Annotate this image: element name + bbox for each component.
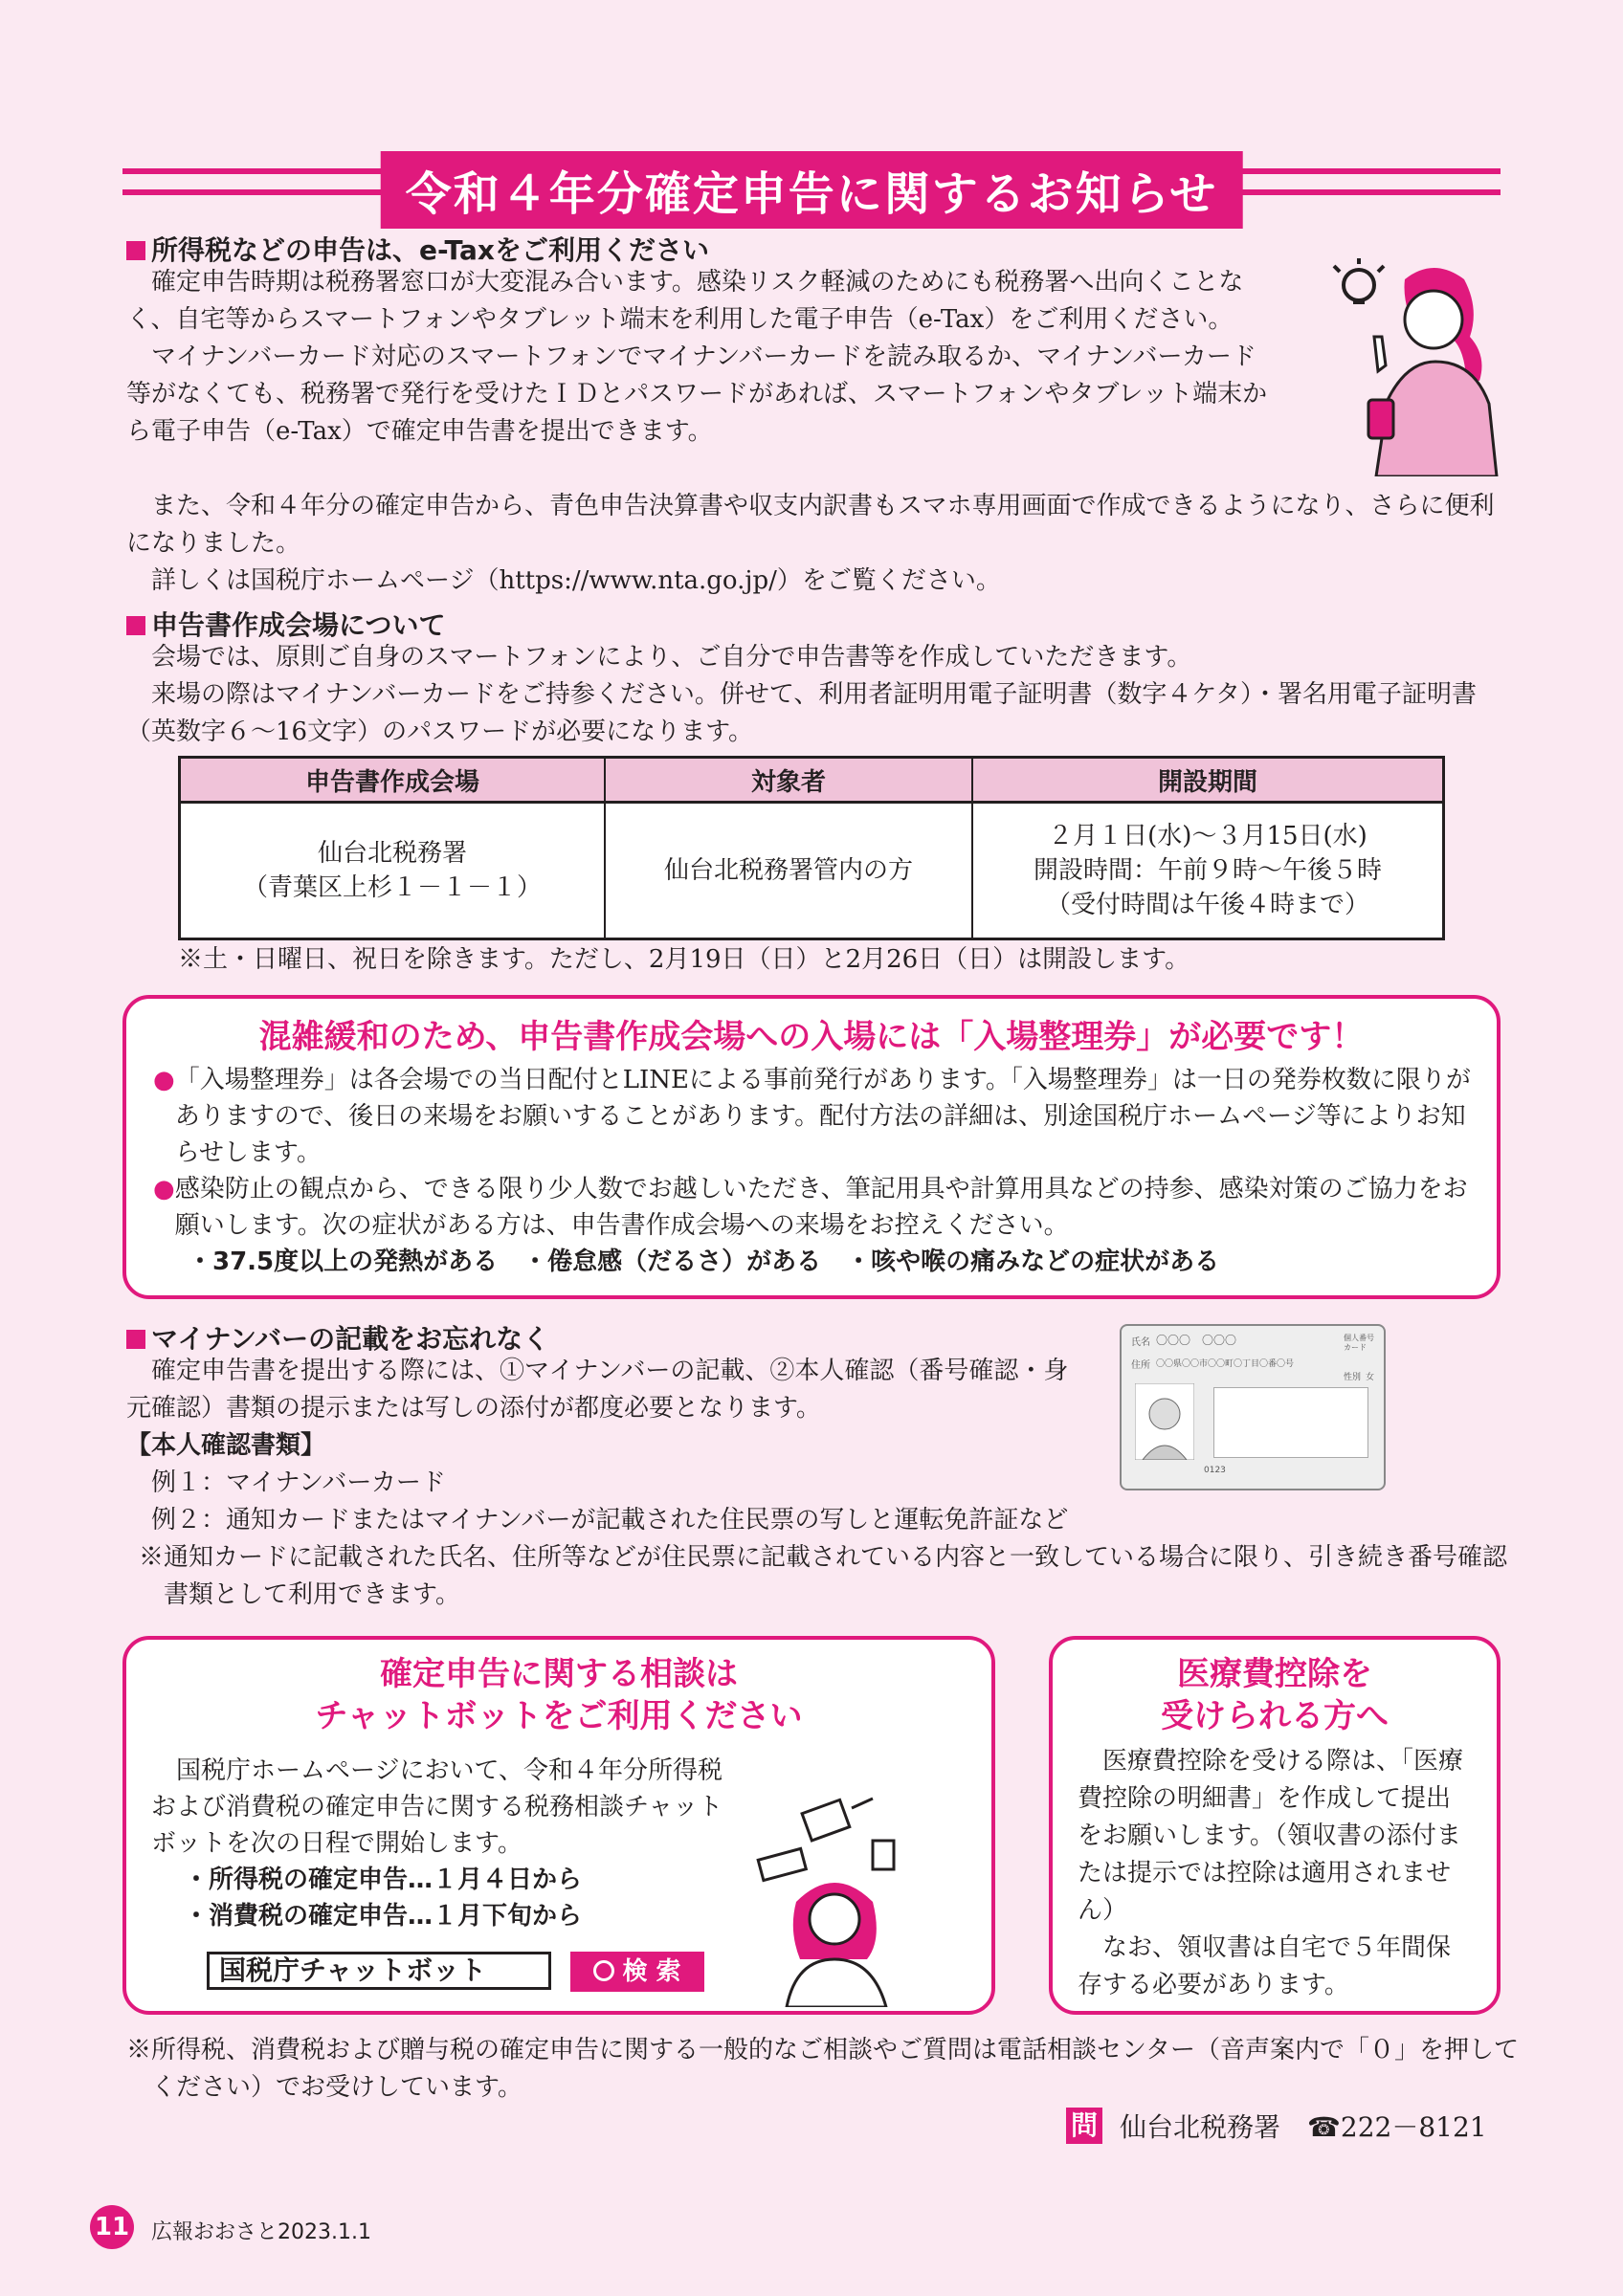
etax-p1: 確定申告時期は税務署窓口が大変混み合います。感染リスク軽減のためにも税務署へ出向くことなく、自宅等からスマートフォンやタブレット端末を利用した電子申告（e-Tax）をご利用ください。 (126, 268, 1244, 334)
col-header-target: 対象者 (605, 758, 972, 803)
chatbot-p1: 国税庁ホームページにおいて、令和４年分所得税および消費税の確定申告に関する税務相談チャットボットを次の日程で開始します。 (151, 1756, 723, 1858)
table-row (180, 803, 1444, 939)
etax-p4: 詳しくは国税庁ホームページ（https://www.nta.go.jp/）をご覧ください。 (151, 566, 1001, 595)
col-header-venue: 申告書作成会場 (180, 758, 606, 803)
page-number: 11 (90, 2205, 134, 2249)
chatbot-title-line1: 確定申告に関する相談は (380, 1655, 738, 1693)
period-dates: ２月１日(水)～３月15日(水) (1048, 822, 1367, 850)
contact-phone: ☎222－8121 (1307, 2111, 1487, 2143)
ticket-box-title: 混雑緩和のため、申告書作成会場への入場には「入場整理券」が必要です！ (258, 1018, 1365, 1056)
card-sex-value: 女 (1365, 1373, 1374, 1382)
mynumber-p1: 確定申告書を提出する際には、①マイナンバーの記載、②本人確認（番号確認・身元確認）書類の提示または写しの添付が都度必要となります。 (126, 1357, 1069, 1423)
col-header-period: 開設期間 (972, 758, 1444, 803)
page-title: 令和４年分確定申告に関するお知らせ (381, 151, 1243, 229)
etax-body-2 (126, 488, 1514, 600)
etax-p3: また、令和４年分の確定申告から、青色申告決算書や収支内訳書もスマホ専用画面で作成できるようになり、さらに便利になりました。 (126, 492, 1495, 558)
cell-target: 仙台北税務署管内の方 (605, 803, 972, 939)
cell-venue (180, 803, 606, 939)
search-icon (593, 1960, 614, 1981)
example-2: 例２：通知カードまたはマイナンバーが記載された住民票の写しと運転免許証など (151, 1506, 1069, 1534)
card-number: 0123 (1204, 1466, 1226, 1475)
card-sex-label: 性別 (1343, 1373, 1361, 1382)
medical-p2: なお、領収書は自宅で５年間保存する必要があります。 (1078, 1933, 1452, 1999)
ticket-bullet-1: ● 「入場整理券」は各会場での当日配付とLINEによる事前発行があります。「入場整理券」は一日の発券枚数に限りがありますので、後日の来場をお願いすることがあります。配付方法の詳細は、別途国税庁ホームページ等によりお知らせします。 (153, 1066, 1471, 1167)
search-button[interactable]: 検 索 (570, 1952, 704, 1992)
thinking-woman-illustration (739, 1797, 940, 2007)
bottom-note: ※所得税、消費税および贈与税の確定申告に関する一般的なご相談やご質問は電話相談センター（音声案内で「０」を押してください）でお受けしています。 (126, 2036, 1519, 2102)
contact-office: 仙台北税務署 (1120, 2111, 1281, 2143)
mynumber-body-2 (126, 1502, 1514, 1614)
etax-body (126, 264, 1275, 451)
venue-table (178, 756, 1445, 940)
example-1: 例１：マイナンバーカード (151, 1468, 446, 1497)
publication-name: 広報おおさと2023.1.1 (151, 2220, 371, 2244)
phone-icon (1368, 400, 1393, 438)
medical-p1: 医療費控除を受ける際は、「医療費控除の明細書」を作成して提出をお願いします。（領収書の添付または提示では控除は適用されません） (1078, 1747, 1464, 1925)
etax-p2: マイナンバーカード対応のスマートフォンでマイナンバーカードを読み取るか、マイナンバーカード等がなくても、税務署で発行を受けたＩＤとパスワードがあれば、スマートフォンやタブレット端末から電子申告（e-Tax）で確定申告書を提出できます。 (126, 342, 1268, 446)
venue-note: ※土・日曜日、祝日を除きます。ただし、2月19日（日）と2月26日（日）は開設します。 (178, 945, 1190, 974)
cell-period (972, 803, 1444, 939)
venue-p1: 会場では、原則ご自身のスマートフォンにより、ご自分で申告書等を作成していただきます。 (151, 643, 1192, 672)
symptoms-list: ・37.5度以上の発熱がある ・倦怠感（だるさ）がある ・咳や喉の痛みなどの症状がある (188, 1247, 1220, 1276)
mynumber-heading: マイナンバーの記載をお忘れなく (126, 1318, 549, 1357)
card-photo-icon (1135, 1383, 1194, 1460)
venue-heading: 申告書作成会場について (126, 605, 445, 643)
table-header-row (180, 758, 1444, 803)
contact-badge: 問 (1066, 2108, 1102, 2144)
money-icon (758, 1848, 806, 1880)
docs-title: 【本人確認書類】 (126, 1431, 326, 1460)
calculator-icon (873, 1841, 894, 1869)
medical-box (1049, 1636, 1501, 2015)
chatbot-schedule (184, 1862, 582, 1934)
venue-p2: 来場の際はマイナンバーカードをご持参ください。併せて、利用者証明用電子証明書（数字４ケタ）・署名用電子証明書（英数字６～16文字）のパスワードが必要になります。 (126, 680, 1478, 746)
medical-title-line1: 医療費控除を (1177, 1655, 1372, 1693)
lightbulb-icon (1344, 270, 1374, 300)
ticket-box (122, 995, 1501, 1299)
medical-body (1078, 1743, 1472, 2004)
mynumber-body (126, 1353, 1083, 1502)
card-type: 個人番号カード (1344, 1334, 1374, 1352)
search-input[interactable]: 国税庁チャットボット (207, 1952, 551, 1990)
mynumber-note: ※通知カードに記載された氏名、住所等などが住民票に記載されている内容と一致している場合に限り、引き続き番号確認書類として利用できます。 (139, 1543, 1508, 1609)
title-banner (122, 151, 1501, 220)
schedule-consumption-tax: ・消費税の確定申告…１月下旬から (184, 1902, 583, 1931)
ticket-bullet-2: ● 感染防止の観点から、できる限り少人数でお越しいただき、筆記用具や計算用具などの持参、感染対策のご協力をお願いします。次の症状がある方は、申告書作成会場への来場をお控えください。 (153, 1175, 1468, 1240)
venue-body (126, 639, 1514, 751)
book-icon (802, 1799, 850, 1841)
card-name-label: 氏名 (1131, 1337, 1150, 1348)
venue-address: （青葉区上杉１－１－１） (242, 873, 542, 902)
medical-title-line2: 受けられる方へ (1161, 1697, 1389, 1735)
period-hours: 開設時間：午前９時～午後５時 (1033, 856, 1382, 885)
schedule-income-tax: ・所得税の確定申告…１月４日から (184, 1866, 583, 1894)
woman-phone-illustration (1321, 256, 1512, 476)
venue-name: 仙台北税務署 (317, 839, 467, 868)
mynumber-card-illustration (1120, 1324, 1386, 1490)
chatbot-title (126, 1653, 991, 1737)
etax-heading: 所得税などの申告は、e-Taxをご利用ください (126, 230, 709, 268)
medical-title (1053, 1653, 1497, 1737)
period-reception: （受付時間は午後４時まで） (1045, 891, 1369, 919)
contact-line (1066, 2107, 1487, 2145)
card-address-value: 〇〇県〇〇市〇〇町〇丁目〇番〇号 (1156, 1359, 1295, 1369)
card-name-value: 〇〇〇 〇〇〇 (1156, 1334, 1237, 1347)
chatbot-title-line2: チャットボットをご利用ください (315, 1697, 803, 1735)
card-address-label: 住所 (1131, 1360, 1150, 1371)
